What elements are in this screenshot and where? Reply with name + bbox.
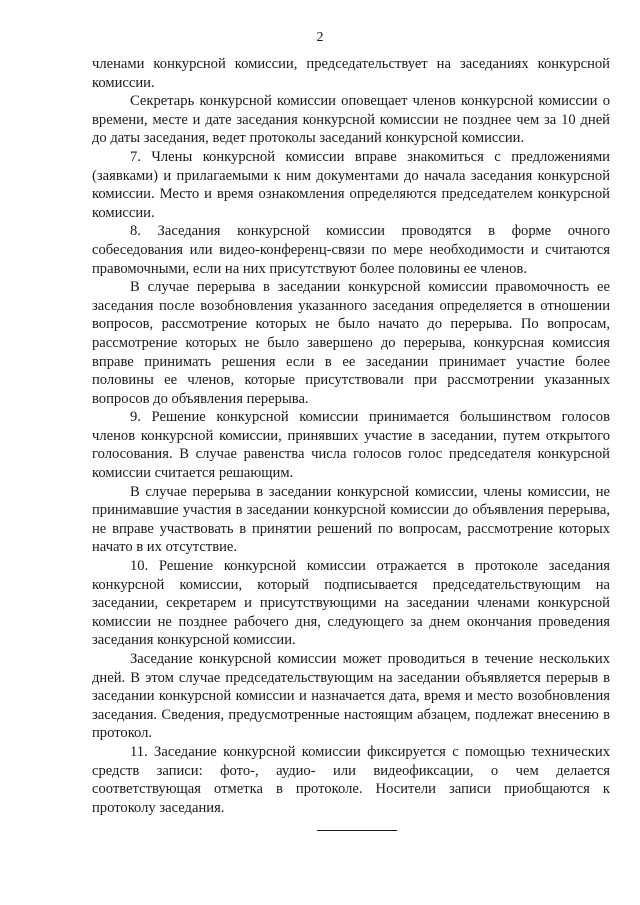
paragraph: В случае перерыва в заседании конкурсной комиссии правомочность ее заседания после возобновления указанного заседания определяется в отношении вопросов, рассмотрение которых не было начато до перерыва. По вопросам, рассмотрение которых не было завершено до перерыва, конкурсная комиссия вправе принимать решения если в ее заседании принимает участие более половины ее членов, которые присутствовали при рассмотрении указанных вопросов до объявления перерыва. [92,279,610,407]
paragraph: Заседание конкурсной комиссии может проводиться в течение нескольких дней. В этом случае председательствующим на заседании объявляется перерыв в заседании конкурсной комиссии и назначается дата, время и место возобновления заседания. Сведения, предусмотренные настоящим абзацем, подлежат внесению в протокол. [92,651,610,742]
paragraph: членами конкурсной комиссии, председательствует на заседаниях конкурсной комиссии. [92,56,610,91]
paragraph: 8. Заседания конкурсной комиссии проводятся в форме очного собеседования или видео-конференц-связи по мере необходимости и считаются правомочными, если на них присутствуют более половины ее членов. [92,223,610,277]
paragraph: 11. Заседание конкурсной комиссии фиксируется с помощью технических средств записи: фото-, аудио- или видеофиксации, о чем делается соответствующая отметка в протоколе. Носители записи приобщаются к протоколу заседания. [92,743,610,816]
paragraph: 7. Члены конкурсной комиссии вправе знакомиться с предложениями (заявками) и прилагаемыми к ним документами до начала заседания конкурсной комиссии. Место и время ознакомления определяются председателем конкурсной комиссии. [92,148,610,221]
document-body [92,55,610,817]
paragraph: 9. Решение конкурсной комиссии принимается большинством голосов членов конкурсной комиссии, принявших участие в заседании, путем открытого голосования. В случае равенства числа голосов голос председателя конкурсной комиссии считается решающим. [92,409,610,482]
paragraph: В случае перерыва в заседании конкурсной комиссии, члены комиссии, не принимавшие участия в заседании конкурсной комиссии до объявления перерыва, не вправе участвовать в принятии решений по вопросам, рассмотрение которых начато в их отсутствие. [92,483,610,556]
paragraph: 10. Решение конкурсной комиссии отражается в протоколе заседания конкурсной комиссии, который подписывается председательствующим на заседании, секретарем и присутствующими на заседании членами конкурсной комиссии не позднее рабочего дня, следующего за днем окончания проведения заседания конкурсной комиссии. [92,558,610,649]
page-number: 2 [316,30,324,45]
end-divider [317,830,397,831]
paragraph: Секретарь конкурсной комиссии оповещает членов конкурсной комиссии о времени, месте и дате заседания конкурсной комиссии не позднее чем за 10 дней до даты заседания, ведет протоколы заседаний конкурсной комиссии. [92,93,610,147]
